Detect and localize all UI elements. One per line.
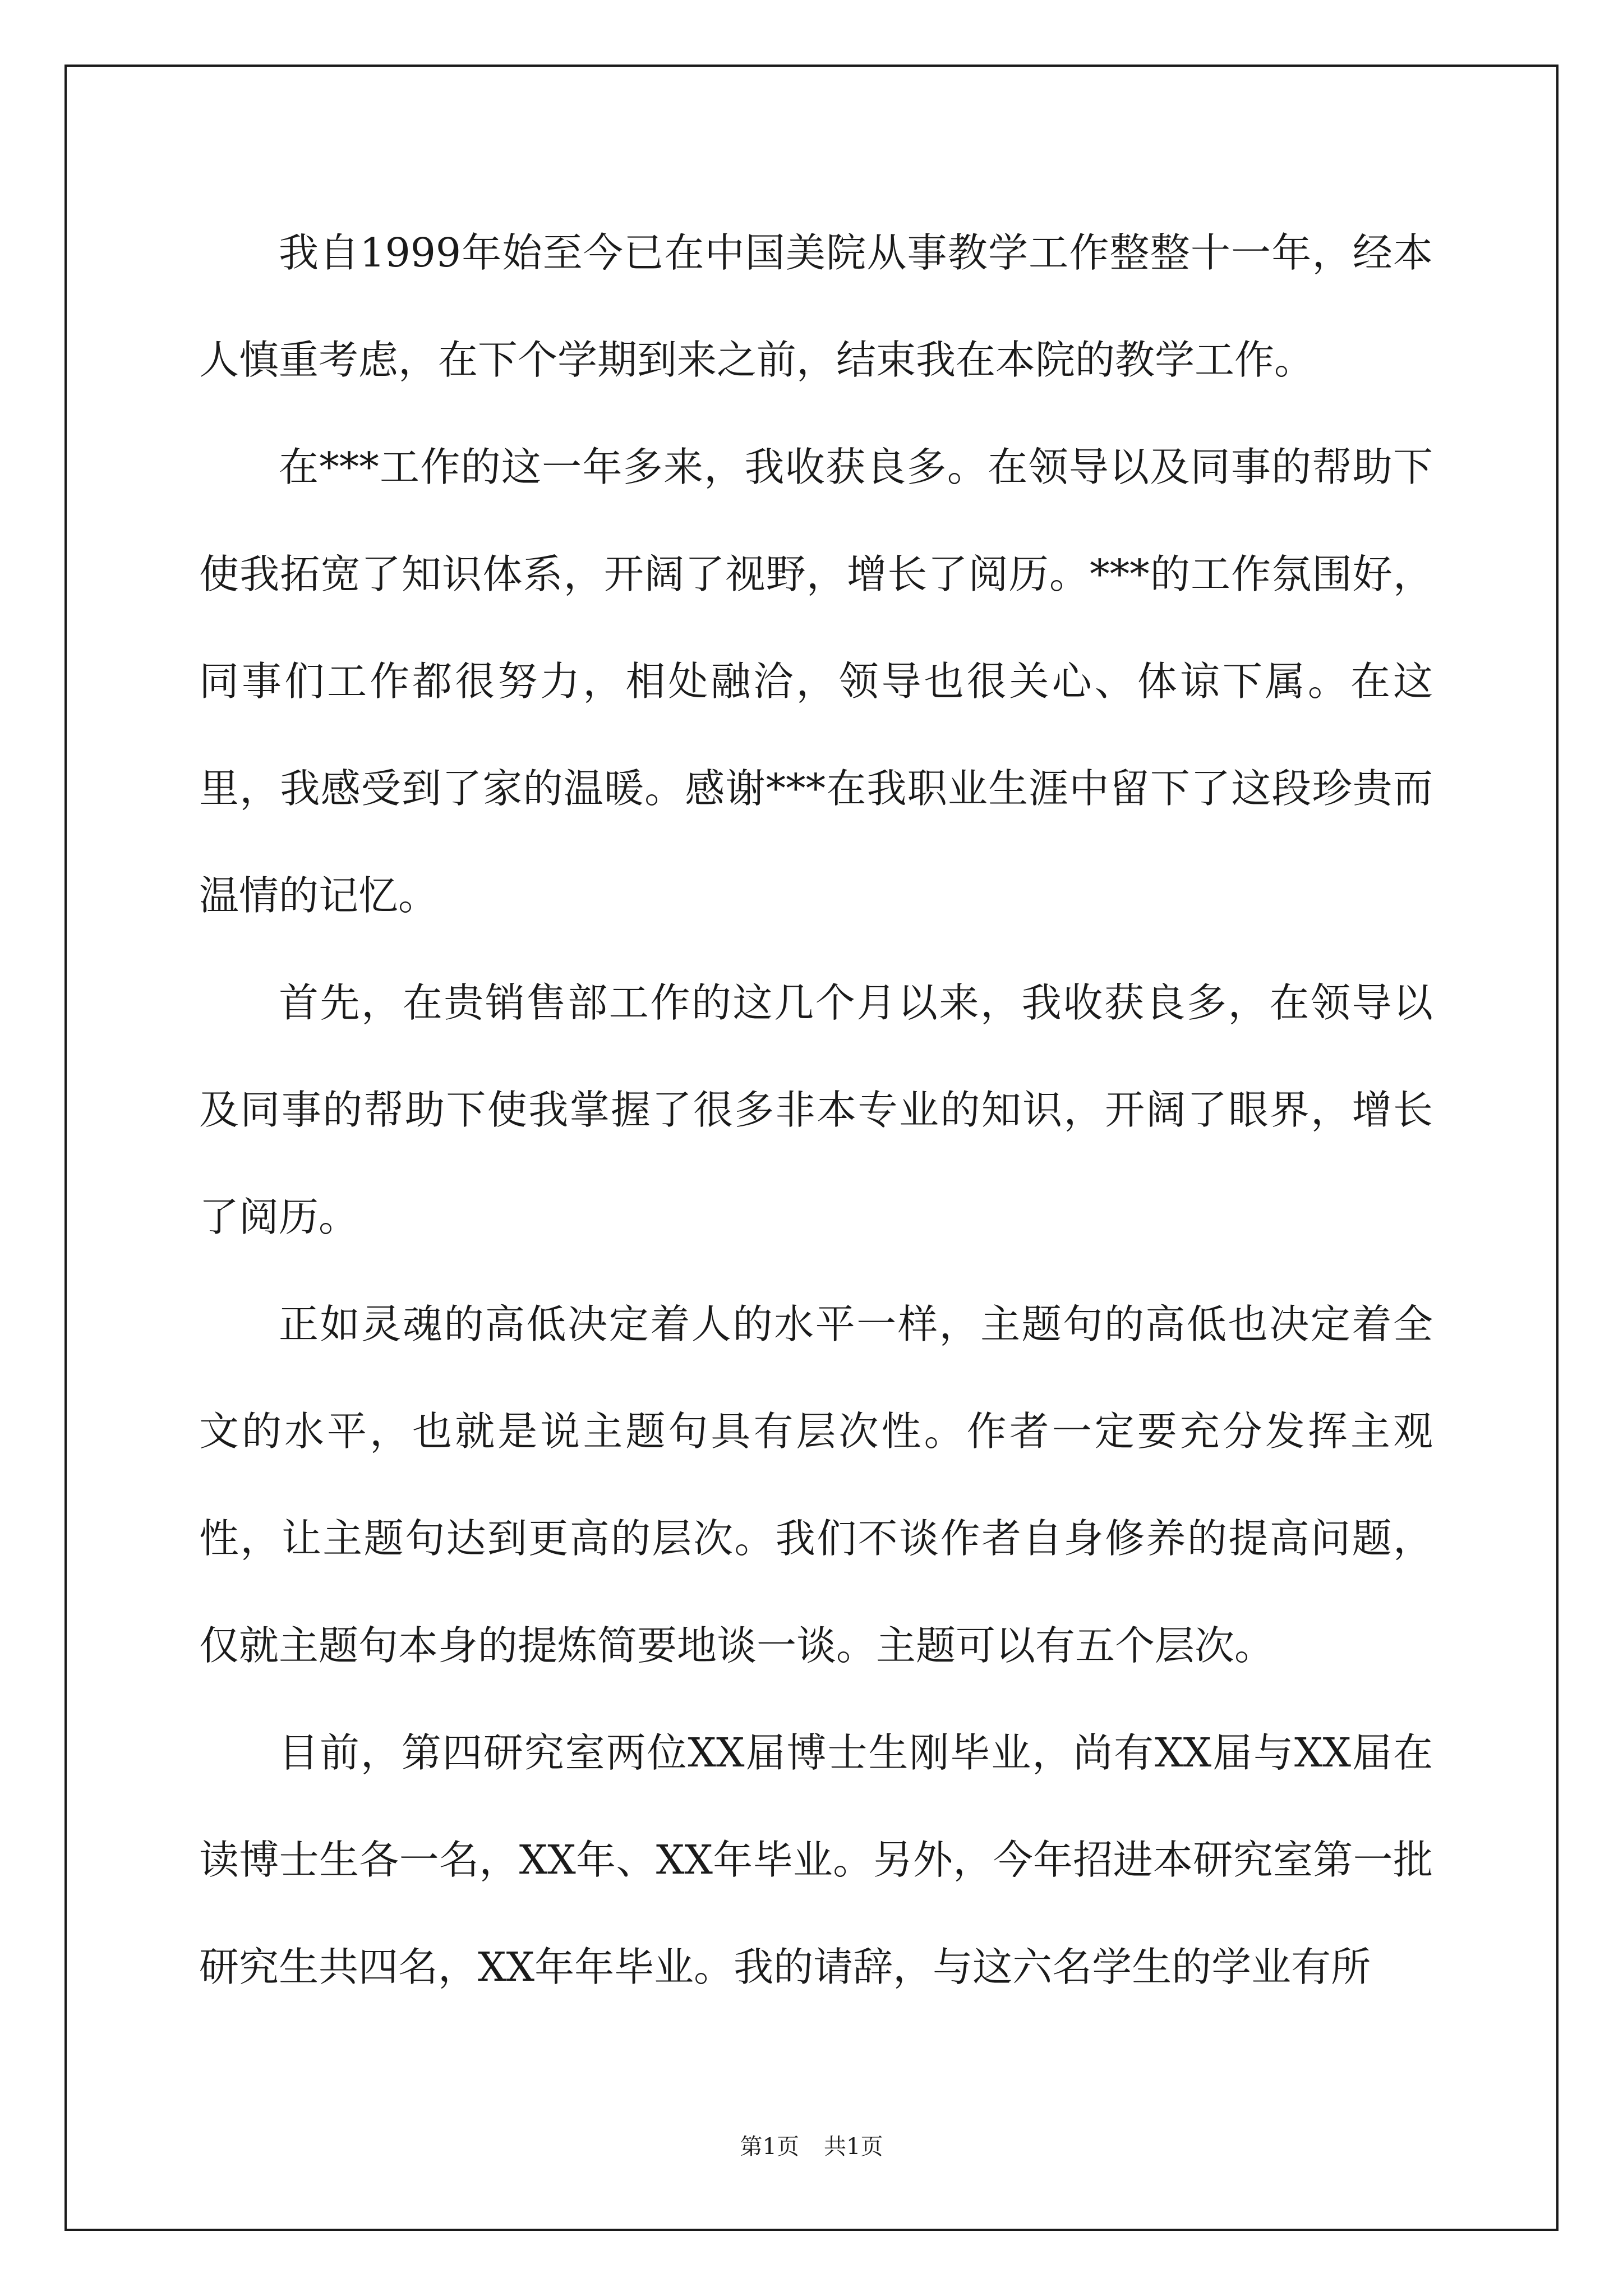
paragraph-5: 目前，第四研究室两位XX届博士生刚毕业，尚有XX届与XX届在读博士生各一名，XX年、XX年毕业。另外，今年招进本研究室第一批研究生共四名，XX年年毕业。我的请辞，与这六名学生的学业有所 — [199, 1729, 1433, 1990]
paragraph-4: 正如灵魂的高低决定着人的水平一样，主题句的高低也决定着全文的水平，也就是说主题句具有层次性。作者一定要充分发挥主观性，让主题句达到更高的层次。我们不谈作者自身修养的提高问题，仅就主题句本身的提炼简要地谈一谈。主题可以有五个层次。 — [199, 1301, 1433, 1669]
paragraph-1: 我自1999年始至今已在中国美院从事教学工作整整十一年，经本人慎重考虑，在下个学期到来之前，结束我在本院的教学工作。 — [199, 229, 1433, 383]
document-body — [199, 199, 1433, 2021]
page-number-current: 第1页 — [740, 2134, 799, 2160]
paragraph-3: 首先，在贵销售部工作的这几个月以来，我收获良多，在领导以及同事的帮助下使我掌握了很多非本专业的知识，开阔了眼界，增长了阅历。 — [199, 979, 1433, 1240]
page-footer — [0, 2133, 1623, 2161]
page-number-total: 共1页 — [824, 2134, 883, 2160]
paragraph-2: 在***工作的这一年多来，我收获良多。在领导以及同事的帮助下使我拓宽了知识体系，开阔了视野，增长了阅历。***的工作氛围好，同事们工作都很努力，相处融洽，领导也很关心、体谅下属。在这里，我感受到了家的温暖。感谢***在我职业生涯中留下了这段珍贵而温情的记忆。 — [199, 444, 1433, 919]
